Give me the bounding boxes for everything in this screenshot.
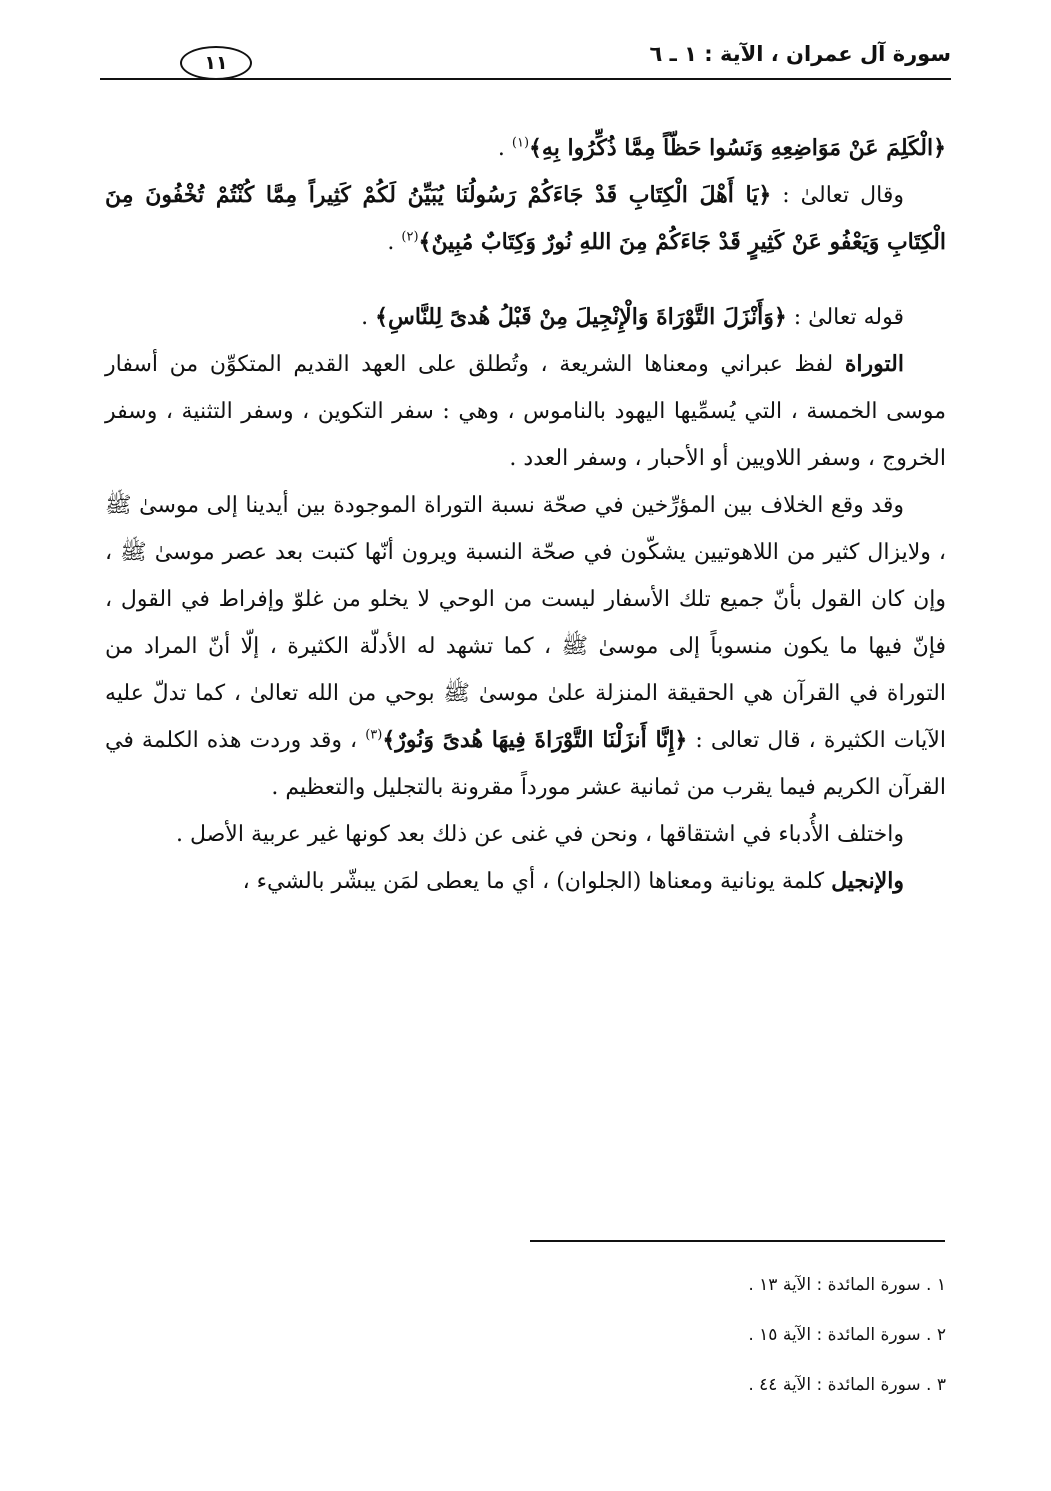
quran-verse: ﴿يَا أَهْلَ الْكِتَابِ قَدْ جَاءَكُمْ رَسُولُنَا يُبَيِّنُ لَكُمْ كَثِيراً مِمَّا كُنْتُمْ تُخْفُونَ مِنَ الْكِتَابِ وَيَعْفُو عَنْ كَثِيرٍ قَدْ جَاءَكُمْ مِنَ اللهِ نُورٌ وَكِتَابٌ مُبِينٌ﴾ xyxy=(105,182,946,255)
text-run: وقال تعالىٰ : xyxy=(771,183,904,208)
quran-verse: ﴿إِنَّا أَنزَلْنَا التَّوْرَاةَ فِيهَا هُدىً وَنُورٌ﴾ xyxy=(382,727,688,753)
paragraph xyxy=(105,125,946,172)
quran-verse: ﴿الْكَلِمَ عَنْ مَوَاضِعِهِ وَنَسُوا حَظّاً مِمَّا ذُكِّرُوا بِهِ﴾ xyxy=(529,135,946,161)
text-run: واختلف الأُدباء في اشتقاقها ، ونحن في غنى عن ذلك بعد كونها غير عربية الأصل . xyxy=(175,822,904,847)
paragraph xyxy=(105,172,946,266)
paragraph xyxy=(105,482,946,811)
text-run: . xyxy=(497,136,512,161)
page-number: ١١ xyxy=(180,46,252,80)
text-run: ، وقد وردت هذه الكلمة في القرآن الكريم فيما يقرب من ثمانية عشر مورداً مقرونة بالتجليل والتعظيم . xyxy=(105,728,946,800)
footnotes xyxy=(105,1260,946,1410)
quran-verse: ﴿وَأَنْزَلَ التَّوْرَاةَ وَالْإِنْجِيلَ مِنْ قَبْلُ هُدىً لِلنَّاسِ﴾ xyxy=(375,304,787,330)
footnote-ref: (١) xyxy=(511,135,530,151)
text-run: . xyxy=(387,230,402,255)
header-rule xyxy=(100,78,951,80)
paragraph xyxy=(105,341,946,482)
paragraph xyxy=(105,858,946,905)
bold-term: والإنجيل xyxy=(831,868,904,894)
footnote-3: ٣ . سورة المائدة : الآية ٤٤ . xyxy=(748,1375,946,1395)
footnote-2: ٢ . سورة المائدة : الآية ١٥ . xyxy=(748,1325,946,1345)
text-run: . xyxy=(361,305,376,330)
paragraph xyxy=(105,811,946,858)
page-header xyxy=(100,40,951,80)
body-text xyxy=(105,125,946,905)
footnote-separator xyxy=(530,1240,945,1242)
footnote-ref: (٢) xyxy=(401,229,419,245)
paragraph xyxy=(105,294,946,341)
text-run: لفظ عبراني ومعناها الشريعة ، وتُطلق على العهد القديم المتكوِّن من أسفار موسى الخمسة ، التي يُسمِّيها اليهود بالناموس ، وهي : سفر التكوين ، وسفر التثنية ، وسفر الخروج ، وسفر اللاويين أو الأحبار ، وسفر العدد . xyxy=(105,352,946,471)
footnote-ref: (٣) xyxy=(365,727,383,743)
bold-term: التوراة xyxy=(844,351,904,377)
running-title: سورة آل عمران ، الآية : ١ ـ ٦ xyxy=(649,42,951,66)
footnote-1: ١ . سورة المائدة : الآية ١٣ . xyxy=(748,1275,946,1295)
text-run: كلمة يونانية ومعناها (الجلوان) ، أي ما يعطى لمَن يبشّر بالشيء ، xyxy=(242,869,832,894)
text-run: قوله تعالىٰ : xyxy=(786,305,904,330)
text-run: وقد وقع الخلاف بين المؤرِّخين في صحّة نسبة التوراة الموجودة بين أيدينا إلى موسىٰ ﷺ ، ولايزال كثير من اللاهوتيين يشكّون في صحّة النسبة ويرون أنّها كتبت بعد عصر موسىٰ ﷺ ، وإن كان القول بأنّ جميع تلك الأسفار ليست من الوحي لا يخلو من غلوّ وإفراط في القول ، فإنّ فيها ما يكون منسوباً إلى موسىٰ ﷺ ، كما تشهد له الأدلّة الكثيرة ، إلّا أنّ المراد من التوراة في القرآن هي الحقيقة المنزلة علىٰ موسىٰ ﷺ بوحي من الله تعالىٰ ، كما تدلّ عليه الآيات الكثيرة ، قال تعالى : xyxy=(105,493,947,753)
